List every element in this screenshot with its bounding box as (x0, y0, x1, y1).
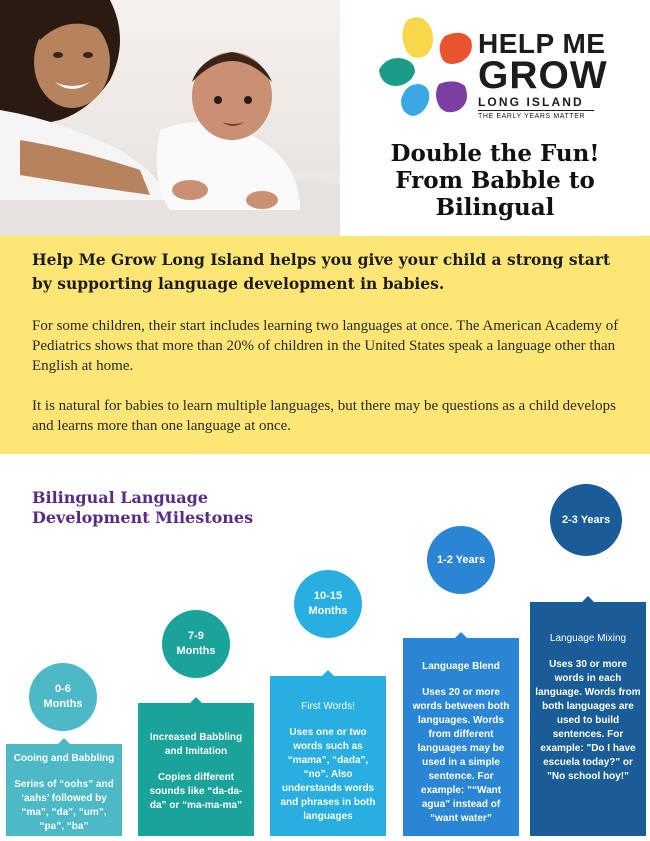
logo-line-grow: GROW (478, 54, 608, 97)
logo-wordmark (478, 30, 608, 120)
milestone-age-circle (162, 610, 230, 678)
milestone-card-body: Uses 30 or more words in each language. Words from both languages are used to build sentences. For example: "Do I have escuela today?" or "No school hoy!" (535, 659, 641, 782)
intro-paragraph-2: It is natural for babies to learn multiple languages, but there may be questions as a child develops and learns more than one language at once. (32, 398, 617, 434)
milestone-card-title: Increased Babbling and Imitation (149, 732, 243, 757)
milestone-age-line-1: 1-2 Years (436, 553, 486, 566)
logo-line-long-island: LONG ISLAND (478, 96, 594, 111)
milestone-card (138, 703, 254, 836)
milestone-age-circle (550, 484, 622, 556)
milestone-card-title: Language Mixing (549, 633, 627, 644)
milestone-age-line-2: Months (176, 645, 216, 657)
milestone-age-line-1: 0-6 (55, 683, 71, 695)
milestone-card-body: Uses 20 or more words between both languages. Words from different languages may be used in a simple sentence. For example: ”“Want agua” instead of “want water” (412, 687, 510, 824)
milestone-card-title: Language Blend (422, 661, 500, 672)
logo-tagline: THE EARLY YEARS MATTER (478, 113, 586, 120)
milestone-card-body: Series of “oohs” and ‘aahs’ followed by “ma”, “da”, “um”, “pa”, “ba” (14, 779, 114, 832)
milestone-card-body: Copies different sounds like “da-da-da” or “ma-ma-ma” (149, 772, 243, 811)
page-title (345, 140, 645, 221)
logo-line-help-me: HELP ME (478, 28, 606, 59)
title-line-3: Bilingual (435, 194, 555, 221)
milestone-age-line-1: 7-9 (188, 630, 204, 642)
milestones-heading-line-2: Development Milestones (32, 508, 254, 527)
title-line-2: From Babble to (395, 167, 595, 194)
milestone-card-body: Uses one or two words such as “mama”, “dada”, “no”. Also understands words and phrases in both languages (280, 727, 376, 822)
milestone-age-circle (427, 526, 495, 594)
intro-paragraph-1: For some children, their start includes learning two languages at once. The American Academy of Pediatrics shows that more than 20% of children in the United States speak a language other than English at home. (32, 318, 619, 374)
title-line-1: Double the Fun! (390, 140, 600, 167)
milestones-heading (32, 488, 292, 528)
milestone-card-title: Cooing and Babbling (13, 753, 115, 764)
milestone-card (530, 602, 646, 836)
milestone-card-title: First Words! (301, 701, 355, 712)
milestone-age-circle (29, 663, 97, 731)
milestone-card (403, 638, 519, 836)
milestones-heading-line-1: Bilingual Language (32, 488, 209, 507)
intro-lead: Help Me Grow Long Island helps you give your child a strong start by supporting language development in babies. (32, 250, 611, 293)
milestone-age-line-1: 10-15 (313, 590, 343, 602)
milestone-age-circle (294, 570, 362, 638)
milestone-age-line-2: Months (308, 605, 348, 617)
milestone-card (270, 676, 386, 836)
mother-baby-illustration (0, 0, 340, 236)
milestone-card (6, 744, 122, 836)
milestone-age-line-1: 2-3 Years (561, 513, 611, 526)
hero-photo (0, 0, 340, 236)
milestone-age-line-2: Months (43, 698, 83, 710)
